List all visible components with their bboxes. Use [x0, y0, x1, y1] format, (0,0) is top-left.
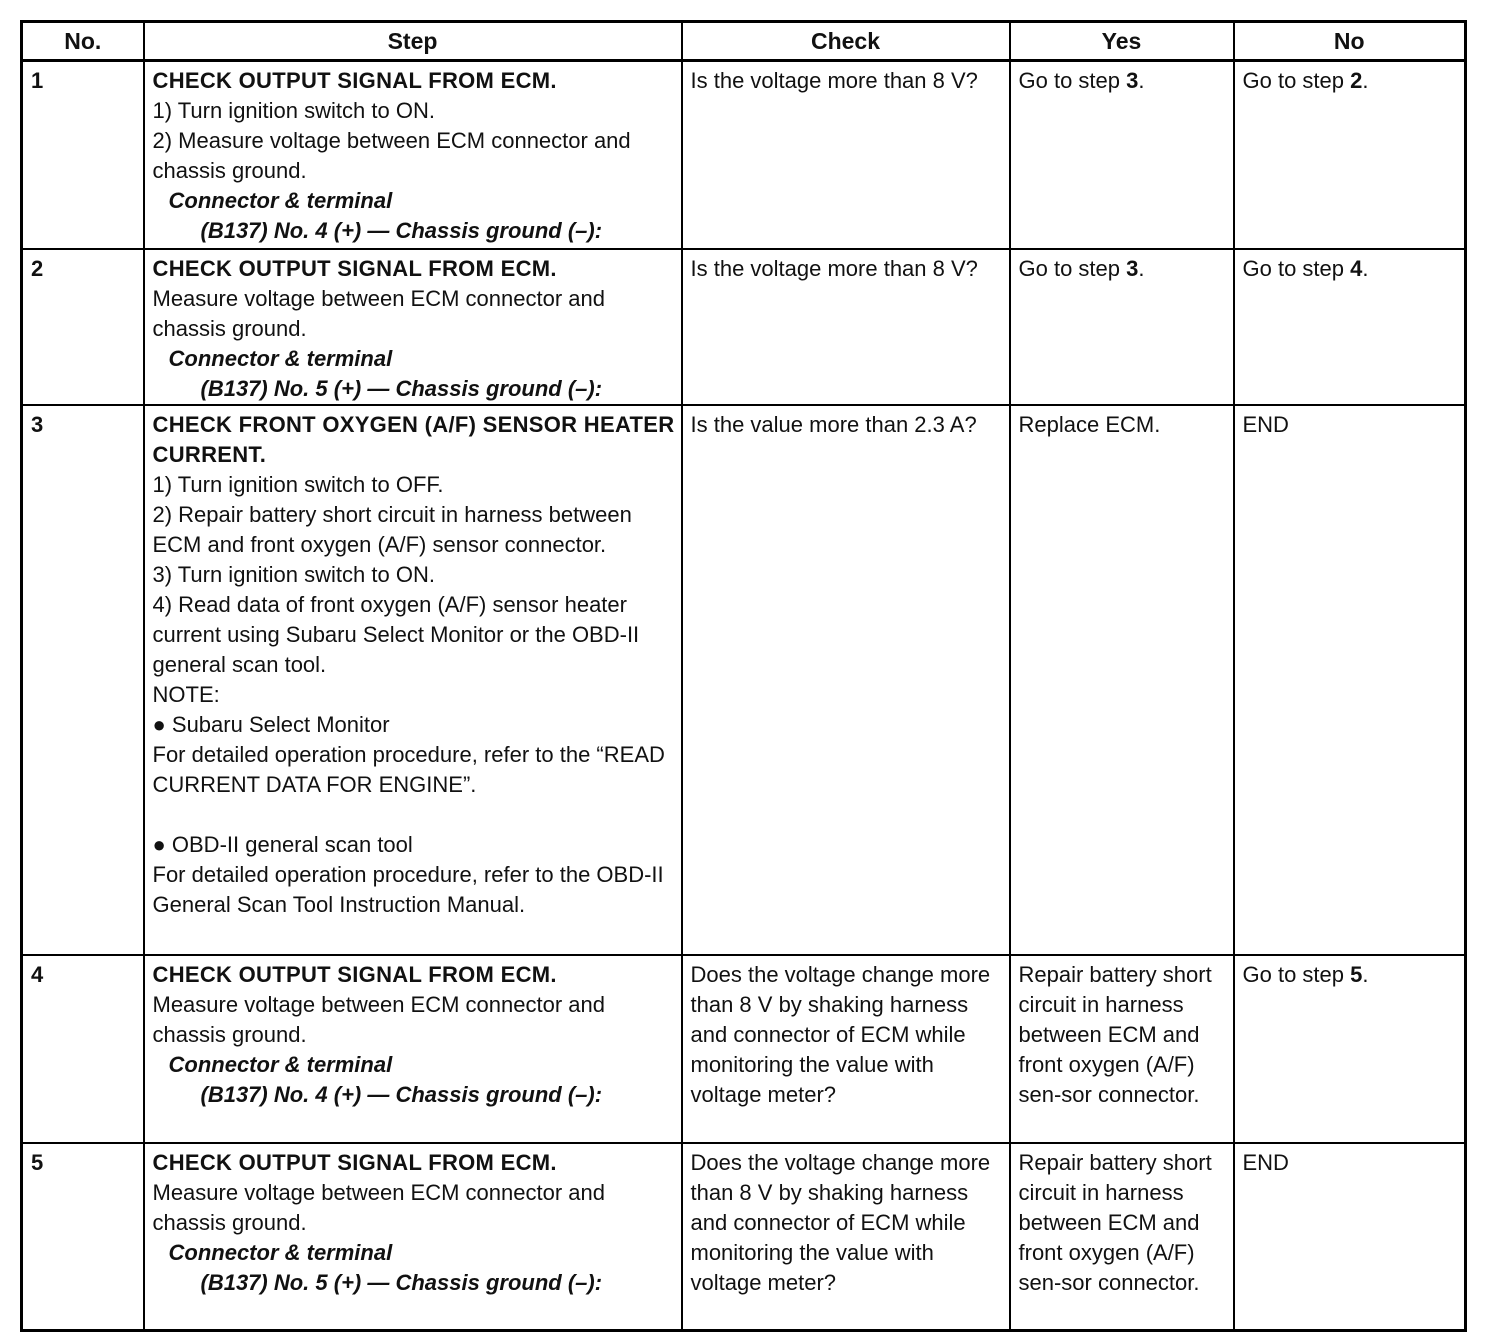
connector-terminal-label: Connector & terminal	[168, 345, 393, 371]
note-text: For detailed operation procedure, refer to the “READ CURRENT DATA FOR ENGINE”.	[152, 741, 665, 797]
yes-step-number: 3	[1126, 68, 1139, 93]
no-cell	[1234, 249, 1466, 405]
header-yes: Yes	[1010, 22, 1234, 61]
table-row	[22, 405, 1466, 955]
header-no-result: No	[1234, 22, 1466, 61]
table-row	[22, 1143, 1466, 1331]
no-cell	[1234, 61, 1466, 249]
step-number: 3	[22, 405, 144, 955]
step-line: 2) Measure voltage between ECM connector and chassis ground.	[152, 128, 631, 183]
note-bullet: ● Subaru Select Monitor	[152, 711, 390, 737]
step-line: Measure voltage between ECM connector and chassis ground.	[152, 1179, 605, 1235]
no-cell: END	[1234, 405, 1466, 955]
check-cell: Does the voltage change more than 8 V by shaking harness and connector of ECM while monitoring the value with voltage meter?	[682, 955, 1010, 1143]
step-line: Measure voltage between ECM connector and chassis ground.	[152, 285, 605, 341]
step-line: 1) Turn ignition switch to ON.	[152, 98, 435, 123]
step-cell	[144, 249, 682, 405]
step-cell	[144, 1143, 682, 1331]
connector-terminal-value: (B137) No. 5 (+) — Chassis ground (–):	[200, 1269, 603, 1295]
step-number: 4	[22, 955, 144, 1143]
yes-suffix: .	[1138, 68, 1145, 93]
header-row	[22, 22, 1466, 61]
no-suffix: .	[1362, 961, 1369, 987]
step-number: 5	[22, 1143, 144, 1331]
step-line: 3) Turn ignition switch to ON.	[152, 561, 435, 587]
step-cell	[144, 61, 682, 249]
connector-terminal-value: (B137) No. 4 (+) — Chassis ground (–):	[200, 218, 603, 243]
check-cell: Is the value more than 2.3 A?	[682, 405, 1010, 955]
no-step-number: 5	[1350, 961, 1363, 987]
step-title: CHECK FRONT OXYGEN (A/F) SENSOR HEATER CURRENT.	[152, 411, 675, 467]
yes-suffix: .	[1138, 255, 1145, 281]
step-cell	[144, 405, 682, 955]
no-cell: END	[1234, 1143, 1466, 1331]
header-step: Step	[144, 22, 682, 61]
no-prefix: Go to step	[1242, 961, 1351, 987]
no-step-number: 2	[1350, 68, 1363, 93]
diagnostic-table	[20, 20, 1467, 1332]
step-line: 1) Turn ignition switch to OFF.	[152, 471, 444, 497]
no-cell	[1234, 955, 1466, 1143]
table-row	[22, 249, 1466, 405]
spacer	[153, 800, 675, 830]
connector-terminal-label: Connector & terminal	[168, 188, 393, 213]
step-title: CHECK OUTPUT SIGNAL FROM ECM.	[152, 68, 557, 93]
yes-cell: Replace ECM.	[1010, 405, 1234, 955]
step-line: 4) Read data of front oxygen (A/F) sensor heater current using Subaru Select Monitor or the OBD-II general scan tool.	[152, 591, 640, 677]
check-cell: Is the voltage more than 8 V?	[682, 61, 1010, 249]
header-check: Check	[682, 22, 1010, 61]
check-cell: Is the voltage more than 8 V?	[682, 249, 1010, 405]
step-line: Measure voltage between ECM connector and chassis ground.	[152, 991, 605, 1047]
note-label: NOTE:	[152, 681, 220, 707]
yes-cell: Repair battery short circuit in harness between ECM and front oxygen (A/F) sen-sor connector.	[1010, 1143, 1234, 1331]
yes-prefix: Go to step	[1018, 255, 1127, 281]
yes-cell	[1010, 61, 1234, 249]
connector-terminal-label: Connector & terminal	[168, 1239, 393, 1265]
connector-terminal-label: Connector & terminal	[168, 1051, 393, 1077]
yes-cell	[1010, 249, 1234, 405]
step-title: CHECK OUTPUT SIGNAL FROM ECM.	[152, 1149, 557, 1175]
table-row	[22, 61, 1466, 249]
step-title: CHECK OUTPUT SIGNAL FROM ECM.	[152, 255, 557, 281]
note-text: For detailed operation procedure, refer to the OBD-II General Scan Tool Instruction Manual.	[152, 861, 664, 917]
step-cell	[144, 955, 682, 1143]
connector-terminal-value: (B137) No. 5 (+) — Chassis ground (–):	[200, 375, 603, 401]
step-line: 2) Repair battery short circuit in harness between ECM and front oxygen (A/F) sensor connector.	[152, 501, 632, 557]
yes-prefix: Go to step	[1018, 68, 1127, 93]
step-number: 2	[22, 249, 144, 405]
check-cell: Does the voltage change more than 8 V by shaking harness and connector of ECM while monitoring the value with voltage meter?	[682, 1143, 1010, 1331]
header-no: No.	[22, 22, 144, 61]
yes-cell: Repair battery short circuit in harness between ECM and front oxygen (A/F) sen-sor connector.	[1010, 955, 1234, 1143]
no-suffix: .	[1362, 68, 1369, 93]
yes-step-number: 3	[1126, 255, 1139, 281]
no-prefix: Go to step	[1242, 68, 1351, 93]
no-step-number: 4	[1350, 255, 1363, 281]
step-number: 1	[22, 61, 144, 249]
connector-terminal-value: (B137) No. 4 (+) — Chassis ground (–):	[200, 1081, 603, 1107]
no-suffix: .	[1362, 255, 1369, 281]
step-title: CHECK OUTPUT SIGNAL FROM ECM.	[152, 961, 557, 987]
table-row	[22, 955, 1466, 1143]
no-prefix: Go to step	[1242, 255, 1351, 281]
note-bullet: ● OBD-II general scan tool	[152, 831, 413, 857]
